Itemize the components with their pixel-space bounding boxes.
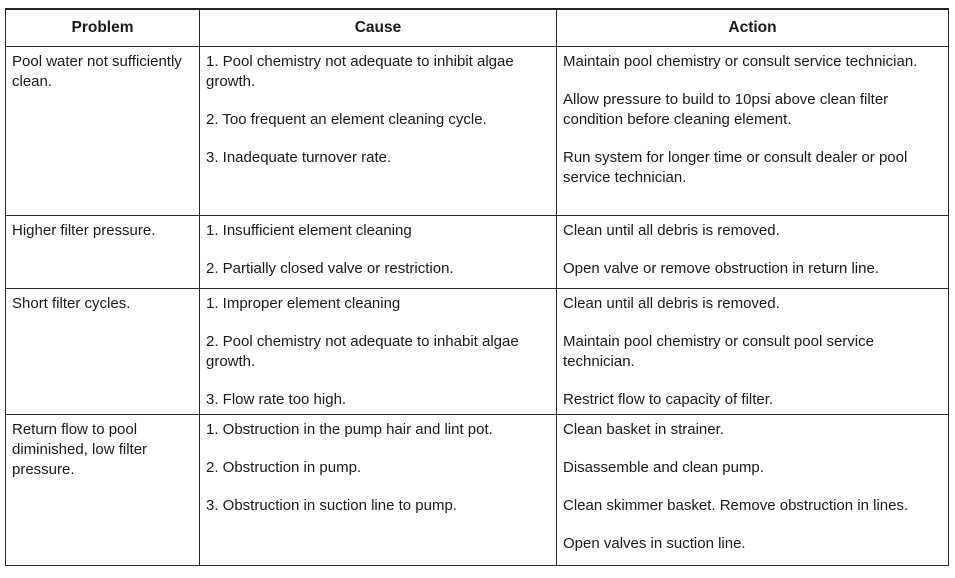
table-row: [6, 289, 949, 415]
action-item: Clean until all debris is removed.: [563, 222, 780, 239]
problem-text: Higher filter pressure.: [12, 222, 156, 239]
action-item: Maintain pool chemistry or consult service technician.: [563, 53, 918, 70]
cause-item: 3. Obstruction in suction line to pump.: [206, 497, 457, 514]
problem-cell: [6, 216, 200, 289]
cause-item: 2. Obstruction in pump.: [206, 459, 362, 476]
action-cell: [557, 289, 949, 415]
table-body: [6, 47, 949, 566]
action-item: Open valve or remove obstruction in return line.: [563, 260, 879, 277]
table-header: [6, 9, 949, 47]
header-cause: Cause: [200, 9, 557, 47]
table-row: [6, 47, 949, 216]
cause-cell: [200, 216, 557, 289]
cause-item: 3. Inadequate turnover rate.: [206, 149, 392, 166]
header-row: [6, 9, 949, 47]
cause-item: 1. Improper element cleaning: [206, 295, 401, 312]
table-row: [6, 216, 949, 289]
cause-cell: [200, 47, 557, 216]
troubleshooting-table: [5, 8, 949, 566]
action-item: Clean skimmer basket. Remove obstruction in lines.: [563, 497, 909, 514]
problem-cell: [6, 415, 200, 566]
action-item: Clean basket in strainer.: [563, 421, 724, 438]
cause-item: 1. Pool chemistry not adequate to inhibit algae growth.: [206, 53, 514, 90]
action-cell: [557, 47, 949, 216]
action-cell: [557, 415, 949, 566]
cause-cell: [200, 415, 557, 566]
problem-cell: [6, 289, 200, 415]
header-problem: Problem: [6, 9, 200, 47]
problem-text: Return flow to pool diminished, low filter pressure.: [12, 421, 148, 478]
cause-item: 1. Obstruction in the pump hair and lint pot.: [206, 421, 493, 438]
action-item: Disassemble and clean pump.: [563, 459, 764, 476]
cause-item: 1. Insufficient element cleaning: [206, 222, 412, 239]
cause-item: 2. Partially closed valve or restriction.: [206, 260, 454, 277]
cause-item: 3. Flow rate too high.: [206, 391, 347, 408]
problem-text: Pool water not sufficiently clean.: [12, 53, 182, 90]
action-item: Restrict flow to capacity of filter.: [563, 391, 774, 408]
action-cell: [557, 216, 949, 289]
header-action: Action: [557, 9, 949, 47]
table-row: [6, 415, 949, 566]
problem-cell: [6, 47, 200, 216]
cause-item: 2. Pool chemistry not adequate to inhabit algae growth.: [206, 333, 519, 370]
problem-text: Short filter cycles.: [12, 295, 131, 312]
cause-item: 2. Too frequent an element cleaning cycle.: [206, 111, 487, 128]
action-item: Allow pressure to build to 10psi above clean filter condition before cleaning element.: [563, 91, 889, 128]
cause-cell: [200, 289, 557, 415]
action-item: Run system for longer time or consult dealer or pool service technician.: [563, 149, 908, 186]
action-item: Maintain pool chemistry or consult pool service technician.: [563, 333, 874, 370]
action-item: Clean until all debris is removed.: [563, 295, 780, 312]
action-item: Open valves in suction line.: [563, 535, 746, 552]
